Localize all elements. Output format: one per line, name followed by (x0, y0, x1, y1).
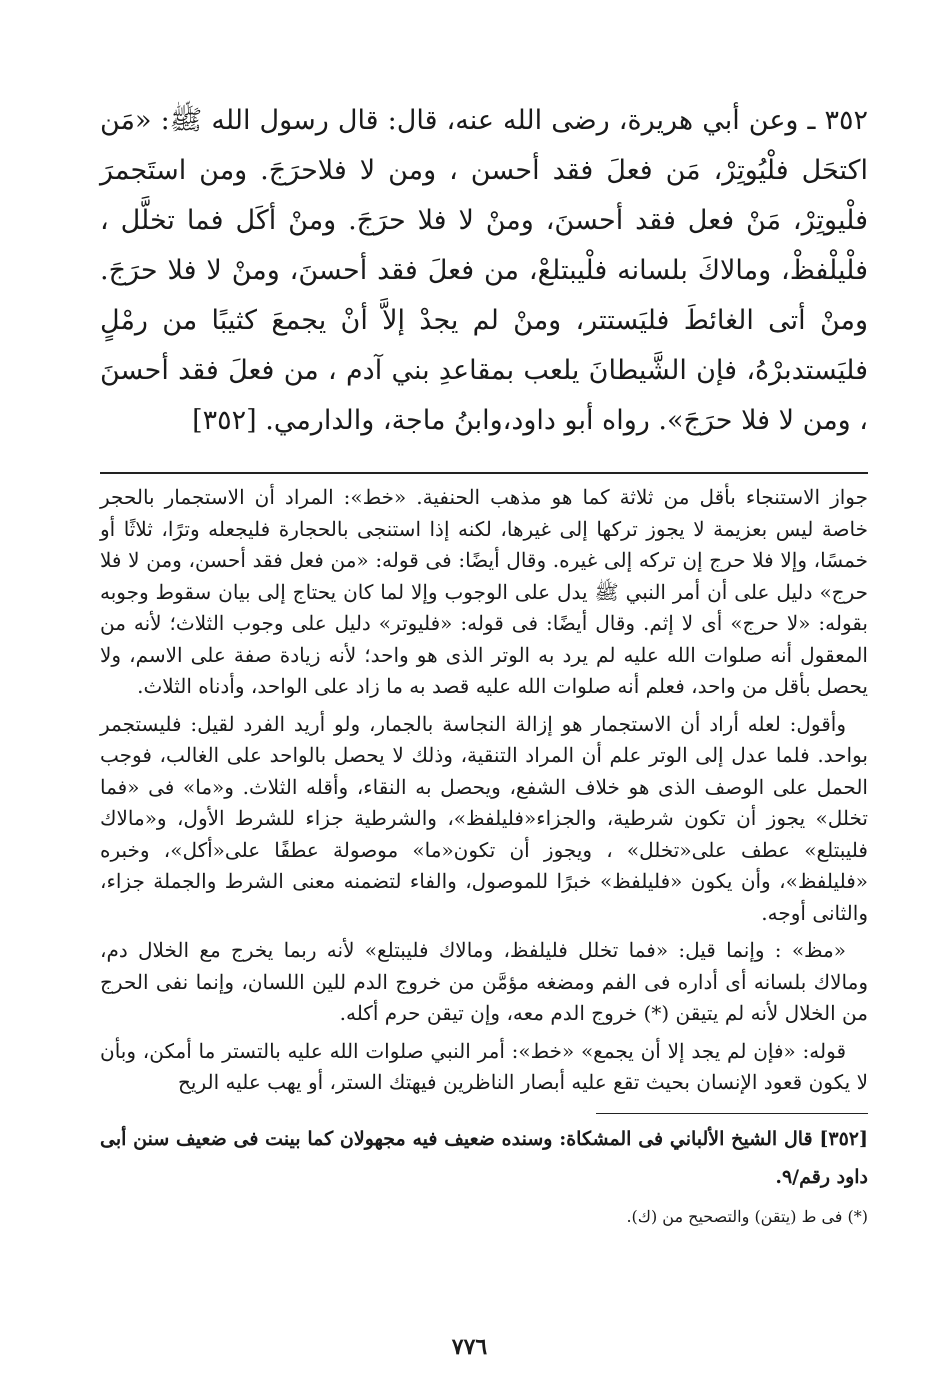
commentary-paragraph: «مظ» : وإنما قيل: «فما تخلل فليلفظ، ومالاك فليبتلع» لأنه ربما يخرج مع الخلال دم، ومالاك بلسانه أى أداره فى الفم ومضغه مؤمَّن من خروج الدم للين اللسان، وإنما نفى الحرج من الخلال لأنه لم يتيقن (*) خروج الدم معه، وإن تيقن حرم أكله. (100, 938, 868, 1025)
main-divider (100, 472, 868, 474)
commentary-paragraph: وأقول: لعله أراد أن الاستجمار هو إزالة النجاسة بالجمار، ولو أريد الفرد لقيل: فليستجمر بواحد. فلما عدل إلى الوتر علم أن المراد التنقية، وذلك لا يحصل بالواحد على الغالب، فوجب الحمل على الوصف الذى هو خلاف الشفع، ويحصل به النقاء، وأقله الثلاث. و«ما» فى «فما تخلل» يجوز أن تكون شرطية، والجزاء«فليلفظ»، والشرطية جزاء للشرط الأول، و«مالاك فليبتلع» عطف على«تخلل» ، ويجوز أن تكون«ما» موصولة عطفًا على«أكل»، وخبره «فليلفظ»، وأن يكون «فليلفظ» خبرًا للموصول، والفاء لتضمنه معنى الشرط والجملة جزاء، والثانى أوجه. (100, 711, 869, 925)
commentary-paragraph: قوله: «فإن لم يجد إلا أن يجمع» «خط»: أمر النبي صلوات الله عليه بالتستر ما أمكن، وبأن لا يكون قعود الإنسان بحيث تقع عليه أبصار الناظرين فيهتك الستر، أو يهب عليه الريح (100, 1038, 868, 1094)
commentary (100, 482, 868, 1099)
footnote-correction: (*) فى ط (يتقن) والتصحيح من (ك). (626, 1206, 868, 1226)
footnote-grading: [٣٥٢] قال الشيخ الألباني فى المشكاة: وسنده ضعيف فيه مجهولان كما بينت فى ضعيف سنن أبى داود رقم/٩. (100, 1127, 868, 1188)
page-body (100, 96, 868, 1232)
hadith-text: ٣٥٢ ـ وعن أبي هريرة، رضى الله عنه، قال: قال رسول الله ﷺ: «مَن اكتحَل فلْيُوتِرْ، مَن فعلَ فقد أحسن ، ومن لا فلاحرَجَ. ومن استَجمرَ فلْيوتِرْ، مَنْ فعل فقد أحسنَ، ومنْ لا فلا حرَجَ. ومنْ أكَل فما تخلَّل ، فلْيلْفظْ، ومالاكَ بلسانه فلْيبتلعْ، من فعلَ فقد أحسنَ، ومنْ لا فلا حرَجَ. ومنْ أتى الغائطَ فليَستتر، ومنْ لم يجدْ إلاَّ أنْ يجمعَ كثيبًا من رمْلٍ فليَستدبرْهُ، فإن الشَّيطانَ يلعب بمقاعدِ بني آدم ، من فعلَ فقد أحسنَ ، ومن لا فلا حرَجَ». رواه أبو داود،وابنُ ماجة، والدارمي. [٣٥٢] (100, 105, 868, 436)
footnote-divider (596, 1113, 868, 1114)
commentary-paragraph: جواز الاستنجاء بأقل من ثلاثة كما هو مذهب الحنفية. «خط»: المراد أن الاستجمار بالحجر خاصة ليس بعزيمة لا يجوز تركها إلى غيرها، لكنه إذا استنجى بالحجارة فليجعله وترًا، ثلاثًا أو خمسًا، وإلا فلا حرج إن تركه إلى غيره. وقال أيضًا: فى قوله: «من فعل فقد أحسن، ومن لا فلا حرج» دليل على أن أمر النبي ﷺ يدل على الوجوب وإلا لما كان يحتاج إلى بيان سقوط وجوبه بقوله: «لا حرج» أى لا إثم. وقال أيضًا: فى قوله: «فليوتر» دليل على وجوب الثلاث؛ لأنه من المعقول أنه صلوات الله عليه لم يرد به الوتر الذى هو واحد؛ لأنه زيادة صفة على الاسم، ولا يحصل بأقل من واحد، فعلم أنه صلوات الله عليه قصد به ما زاد على الواحد، وأدناه الثلاث. (100, 485, 868, 698)
page-number: ٧٧٦ (451, 1334, 488, 1360)
